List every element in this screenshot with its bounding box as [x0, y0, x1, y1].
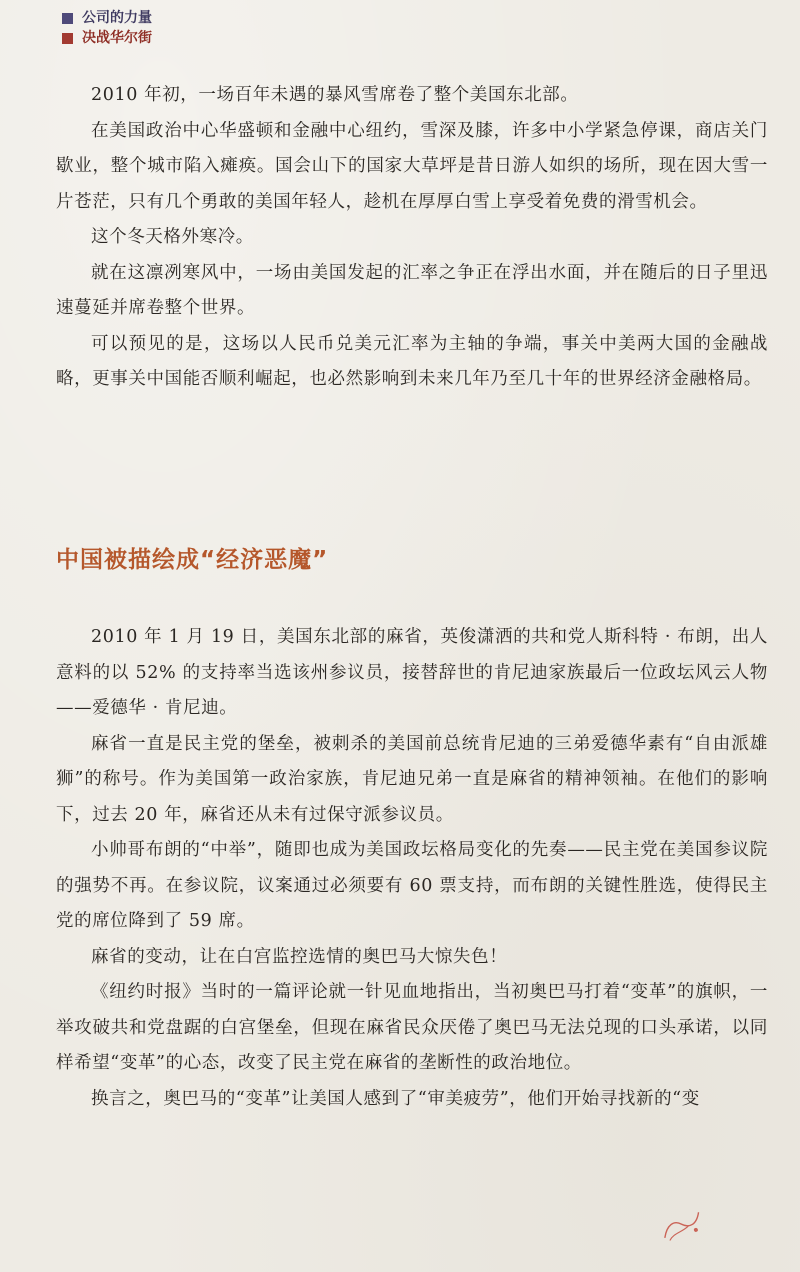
paragraph: 在美国政治中心华盛顿和金融中心纽约，雪深及膝，许多中小学紧急停课，商店关门歇业，整个城市陷入瘫痪。国会山下的国家大草坪是昔日游人如织的场所，现在因大雪一片苍茫，只有几个勇敢的美国年轻人，趁机在厚厚白雪上享受着免费的滑雪机会。 — [56, 120, 768, 212]
header-row-book-title — [62, 8, 152, 28]
red-ink-stamp — [654, 1203, 710, 1248]
paragraph: 《纽约时报》当时的一篇评论就一针见血地指出，当初奥巴马打着“变革”的旗帜，一举攻破共和党盘踞的白宫堡垒，但现在麻省民众厌倦了奥巴马无法兑现的口头承诺，以同样希望“变革”的心态，改变了民主党在麻省的垄断性的政治地位。 — [56, 982, 768, 1073]
stamp-mark-icon — [654, 1203, 710, 1248]
intro-text-block — [56, 78, 768, 398]
paragraph: 2010 年 1 月 19 日，美国东北部的麻省，英俊潇洒的共和党人斯科特 · 布朗，出人意料的以 52% 的支持率当选该州参议员，接替辞世的肯尼迪家族最后一位政坛风云人物——爱德华 · 肯尼迪。 — [56, 627, 768, 718]
red-square-icon — [62, 33, 73, 44]
book-title: 公司的力量 — [82, 10, 152, 26]
section-text-block — [56, 620, 768, 1117]
header-row-chapter-title — [62, 28, 152, 48]
paragraph: 可以预见的是，这场以人民币兑美元汇率为主轴的争端，事关中美两大国的金融战略，更事关中国能否顺利崛起，也必然影响到未来几年乃至几十年的世界经济金融格局。 — [56, 333, 768, 389]
paragraph: 麻省的变动，让在白宫监控选情的奥巴马大惊失色！ — [91, 946, 508, 967]
paragraph: 就在这凛冽寒风中，一场由美国发起的汇率之争正在浮出水面，并在随后的日子里迅速蔓延并席卷整个世界。 — [56, 262, 768, 318]
running-header — [62, 8, 152, 48]
chapter-title: 决战华尔街 — [82, 30, 152, 46]
paragraph: 这个冬天格外寒冷。 — [91, 227, 254, 247]
section-heading: 中国被描绘成“经济恶魔” — [56, 547, 329, 573]
paragraph: 换言之，奥巴马的“变革”让美国人感到了“审美疲劳”，他们开始寻找新的“变 — [91, 1088, 700, 1109]
paragraph: 麻省一直是民主党的堡垒，被刺杀的美国前总统肯尼迪的三弟爱德华素有“自由派雄狮”的称号。作为美国第一政治家族，肯尼迪兄弟一直是麻省的精神领袖。在他们的影响下，过去 20 年，麻省还从未有过保守派参议员。 — [56, 733, 768, 825]
paragraph: 2010 年初，一场百年未遇的暴风雪席卷了整个美国东北部。 — [91, 85, 579, 105]
paragraph: 小帅哥布朗的“中举”，随即也成为美国政坛格局变化的先奏——民主党在美国参议院的强势不再。在参议院，议案通过必须要有 60 票支持，而布朗的关键性胜选，使得民主党的席位降到了 59 席。 — [56, 840, 768, 931]
purple-square-icon — [62, 13, 73, 24]
